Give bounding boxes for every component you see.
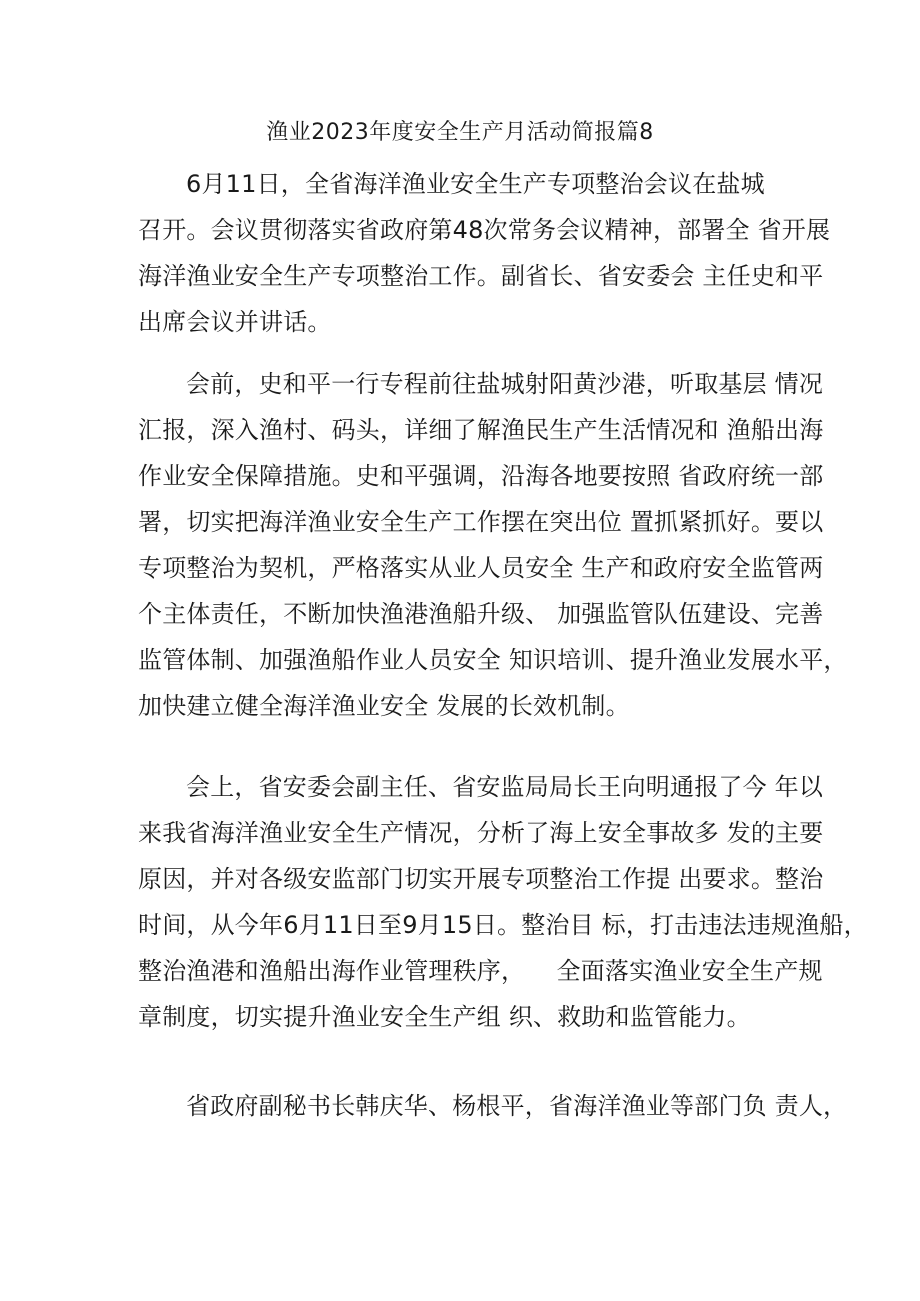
paragraph-line: 省政府副秘书长韩庆华、杨根平，省海洋渔业等部门负 责人， <box>186 1092 848 1120</box>
paragraph-attendees <box>138 1083 848 1129</box>
paragraph-line: 时间，从今年6月11日至9月15日。整治目 标，打击违法违规渔船， <box>138 911 868 939</box>
paragraph-pre-meeting-visit <box>138 361 848 729</box>
paragraph-line: 章制度，切实提升渔业安全生产组 织、救助和监管能力。 <box>138 1003 751 1031</box>
paragraph-line: 专项整治为契机，严格落实从业人员安全 生产和政府安全监管两 <box>138 554 824 582</box>
paragraph-line: 原因，并对各级安监部门切实开展专项整治工作提 出要求。整治 <box>138 865 824 893</box>
paragraph-line: 署，切实把海洋渔业安全生产工作摆在突出位 置抓紧抓好。要以 <box>138 508 824 536</box>
paragraph-meeting-overview <box>138 161 831 345</box>
paragraph-line: 海洋渔业安全生产专项整治工作。副省长、省安委会 主任史和平 <box>138 262 824 290</box>
document-title: 渔业2023年度安全生产月活动简报篇8 <box>266 120 654 145</box>
paragraph-line: 会上，省安委会副主任、省安监局局长王向明通报了今 年以 <box>186 773 824 801</box>
paragraph-line: 6月11日，全省海洋渔业安全生产专项整治会议在盐城 <box>186 170 765 198</box>
paragraph-meeting-report <box>138 764 868 1040</box>
paragraph-line: 会前，史和平一行专程前往盐城射阳黄沙港，听取基层 情况 <box>186 370 824 398</box>
paragraph-line: 监管体制、加强渔船作业人员安全 知识培训、提升渔业发展水平， <box>138 646 848 674</box>
paragraph-line: 召开。会议贯彻落实省政府第48次常务会议精神，部署全 省开展 <box>138 216 831 244</box>
paragraph-line: 汇报，深入渔村、码头，详细了解渔民生产生活情况和 渔船出海 <box>138 416 824 444</box>
paragraph-line: 个主体责任，不断加快渔港渔船升级、 加强监管队伍建设、完善 <box>138 600 824 628</box>
paragraph-line: 加快建立健全海洋渔业安全 发展的长效机制。 <box>138 692 630 720</box>
paragraph-line: 出席会议并讲话。 <box>138 308 332 336</box>
paragraph-line: 来我省海洋渔业安全生产情况，分析了海上安全事故多 发的主要 <box>138 819 824 847</box>
paragraph-line: 整治渔港和渔船出海作业管理秩序， 全面落实渔业安全生产规 <box>138 957 823 985</box>
paragraph-line: 作业安全保障措施。史和平强调，沿海各地要按照 省政府统一部 <box>138 462 824 490</box>
